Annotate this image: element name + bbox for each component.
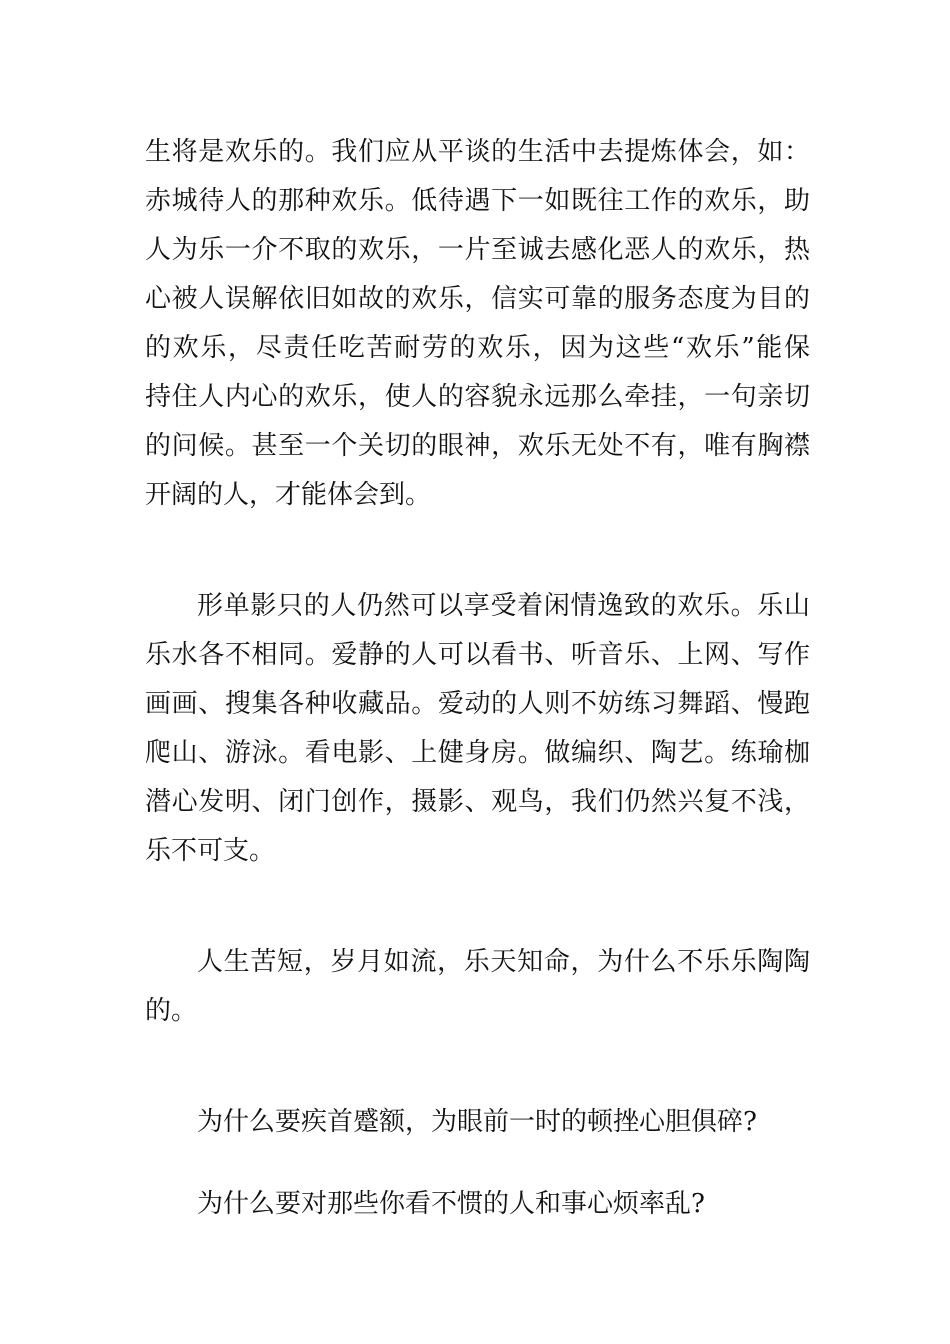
document-body [145,128,810,1229]
question-line: 为什么要对那些你看不惯的人和事心烦率乱? [197,1189,705,1219]
text-line: 画画、搜集各种收藏品。爱动的人则不妨练习舞蹈、慢跑 [145,689,810,719]
text-line: 乐水各不相同。爱静的人可以看书、听音乐、上网、写作 [145,640,810,670]
question-line: 为什么要疾首蹙额，为眼前一时的顿挫心胆俱碎? [197,1107,757,1137]
text-line: 乐不可支。 [145,836,276,866]
paragraph-spacer [145,520,810,582]
text-line: 人为乐一介不取的欢乐，一片至诚去感化恶人的欢乐，热 [145,235,810,265]
text-line: 爬山、游泳。看电影、上健身房。做编织、陶艺。练瑜枷 [145,738,810,768]
paragraph [145,582,810,876]
text-line: 心被人误解依旧如故的欢乐，信实可靠的服务态度为目的 [145,284,810,314]
paragraph [145,128,810,520]
paragraph-spacer [145,1036,810,1098]
text-line: 人生苦短，岁月如流，乐天知命，为什么不乐乐陶陶 [197,947,810,977]
text-line: 形单影只的人仍然可以享受着闲情逸致的欢乐。乐山 [197,591,810,621]
text-line: 生将是欢乐的。我们应从平谈的生活中去提炼体会，如： [145,137,810,167]
text-line: 开阔的人，才能体会到。 [145,480,432,510]
paragraph [145,938,810,1036]
paragraph-spacer [145,876,810,938]
text-line: 赤城待人的那种欢乐。低待遇下一如既往工作的欢乐，助 [145,186,810,216]
text-line: 潜心发明、闭门创作，摄影、观鸟，我们仍然兴复不浅， [145,787,810,817]
paragraph-spacer [145,1147,810,1180]
text-line: 的。 [145,996,198,1026]
text-line: 的欢乐，尽责任吃苦耐劳的欢乐，因为这些“欢乐”能保 [145,333,810,363]
text-line: 的问候。甚至一个关切的眼神，欢乐无处不有，唯有胸襟 [145,431,810,461]
text-line: 持住人内心的欢乐，使人的容貌永远那么牵挂，一句亲切 [145,382,810,412]
